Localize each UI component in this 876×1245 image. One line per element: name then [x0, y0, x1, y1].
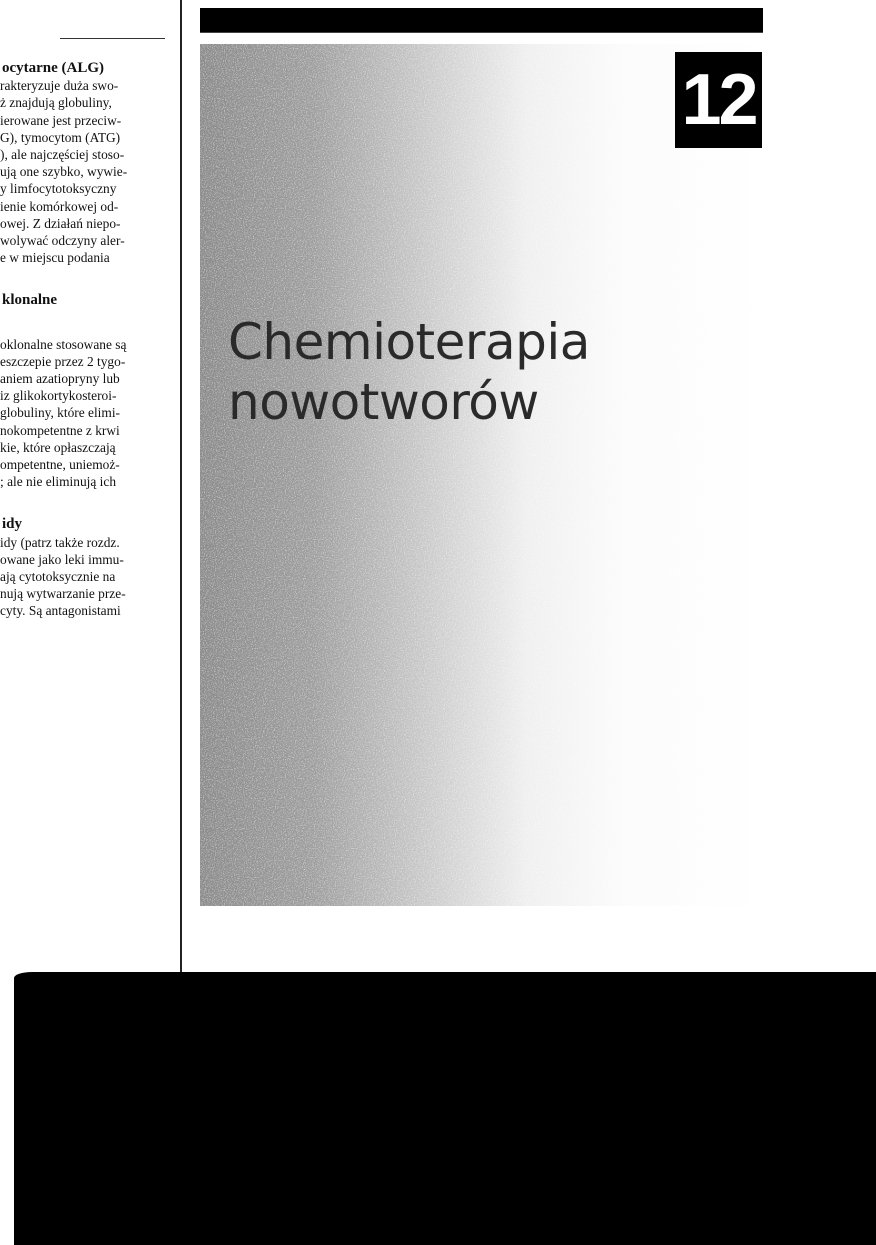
- text-line: cyty. Są antagonistami: [0, 603, 121, 619]
- scan-dark-margin: [14, 972, 876, 1245]
- text-line: owej. Z działań niepo-: [0, 215, 121, 231]
- text-line: wolywać odczyny aler-: [0, 233, 125, 249]
- text-line: globuliny, które elimi-: [0, 405, 120, 421]
- text-line: ż znajdują globuliny,: [0, 95, 112, 111]
- top-rule: [60, 38, 165, 39]
- paragraph-gap: [0, 490, 170, 516]
- text-line: G), tymocytom (ATG): [0, 129, 121, 145]
- text-line: e w miejscu podania: [0, 250, 110, 266]
- text-line: oklonalne stosowane są: [0, 336, 127, 352]
- paragraph-gap: [0, 310, 170, 336]
- text-line: aniem azatiopryny lub: [0, 371, 120, 387]
- text-line: kie, które opłaszczają: [0, 439, 116, 455]
- text-line: ), ale najczęściej stoso-: [0, 147, 125, 163]
- chapter-title-line-1: Chemioterapia: [228, 313, 590, 371]
- text-line: ienie komórkowej od-: [0, 198, 119, 214]
- text-line: iz glikokortykosteroi-: [0, 388, 117, 404]
- text-line: eszczepie przez 2 tygo-: [0, 353, 126, 369]
- text-line: y limfocytotoksyczny: [0, 181, 117, 197]
- halftone-texture-panel: [200, 44, 763, 906]
- text-line: nokompetentne z krwi: [0, 422, 120, 438]
- page-gutter-line: [180, 0, 182, 975]
- text-line: nują wytwarzanie prze-: [0, 586, 126, 602]
- text-line: idy (patrz także rozdz.: [0, 534, 120, 550]
- text-line: owane jako leki immu-: [0, 551, 124, 567]
- chapter-title: [228, 312, 590, 432]
- header-rule: [200, 32, 763, 33]
- left-page-text-column: [0, 60, 170, 620]
- noise-texture: [200, 44, 763, 906]
- section-heading: klonalne: [2, 292, 58, 309]
- text-line: ują one szybko, wywie-: [0, 164, 128, 180]
- text-line: ompetentne, uniemoż-: [0, 457, 120, 473]
- text-line: ają cytotoksycznie na: [0, 569, 116, 585]
- chapter-title-line-2: nowotworów: [228, 373, 539, 431]
- text-line: ; ale nie eliminują ich: [0, 474, 117, 490]
- section-heading: ocytarne (ALG): [2, 60, 105, 76]
- chapter-header-bar: [200, 8, 763, 32]
- text-line: ierowane jest przeciw-: [0, 112, 122, 128]
- chapter-number-box: 12: [675, 52, 762, 148]
- text-line: rakteryzuje duża swo-: [0, 78, 119, 94]
- section-heading: idy: [2, 516, 23, 533]
- paragraph-gap: [0, 266, 170, 292]
